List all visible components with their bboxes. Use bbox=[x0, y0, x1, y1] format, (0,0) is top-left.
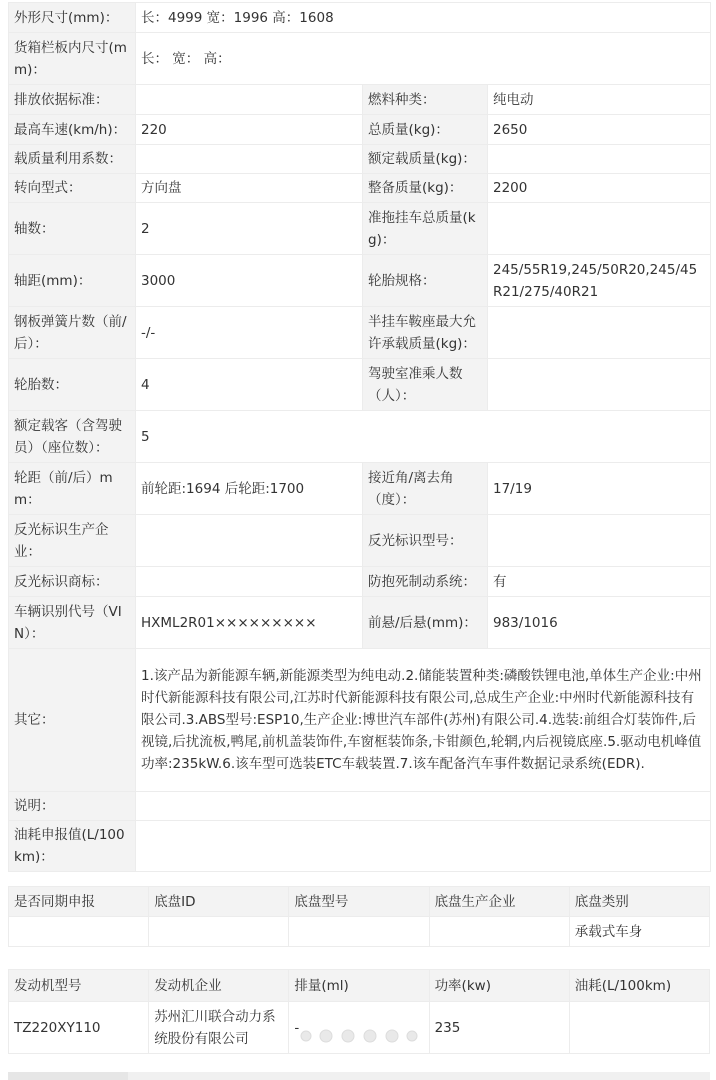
leaf-spring-label: 钢板弹簧片数（前/后）： bbox=[9, 307, 136, 359]
tire-count-label: 轮胎数： bbox=[9, 359, 136, 411]
watermark-logo bbox=[292, 1012, 442, 1062]
chassis-header-maker: 底盘生产企业 bbox=[429, 887, 569, 917]
cab-seats-value bbox=[488, 359, 711, 411]
reflector-brand-value bbox=[136, 567, 363, 597]
fuel-type-value: 纯电动 bbox=[488, 85, 711, 115]
engine-header-displacement: 排量(ml) bbox=[289, 970, 429, 1002]
vin-label: 车辆识别代号（VIN）： bbox=[9, 597, 136, 649]
spec-table bbox=[8, 2, 711, 872]
engine-cell-power: 235 bbox=[429, 1002, 569, 1054]
abs-value: 有 bbox=[488, 567, 711, 597]
engine-cell-fuel bbox=[569, 1002, 709, 1054]
gross-mass-label: 总质量(kg)： bbox=[363, 115, 488, 145]
gross-mass-value: 2650 bbox=[488, 115, 711, 145]
tire-spec-value: 245/55R19,245/50R20,245/45R21/275/40R21 bbox=[488, 255, 711, 307]
emission-label: 排放依据标准： bbox=[9, 85, 136, 115]
abs-label: 防抱死制动系统： bbox=[363, 567, 488, 597]
rated-load-value bbox=[488, 145, 711, 174]
cab-seats-label: 驾驶室准乘人数（人）： bbox=[363, 359, 488, 411]
other-value: 1.该产品为新能源车辆,新能源类型为纯电动.2.储能装置种类:磷酸铁锂电池,单体生产企业:中州时代新能源科技有限公司,江苏时代新能源科技有限公司,总成生产企业:中州时代新能源科技有限公司.3.ABS型号:ESP10,生产企业:博世汽车部件(苏州)有限公司.4.选装:前组合灯装饰件,后视镜,后扰流板,鸭尾,前机盖装饰件,车窗框装饰条,卡钳颜色,轮辋,内后视镜底座.5.驱动电机峰值功率:235kW.6.该车型可选装ETC车载装置.7.该车配备汽车事件数据记录系统(EDR). bbox=[136, 649, 711, 792]
passengers-value: 5 bbox=[136, 411, 711, 463]
cargo-dim-value: 长： 宽： 高： bbox=[136, 33, 711, 85]
reflector-model-value bbox=[488, 515, 711, 567]
passengers-label: 额定载客（含驾驶员）（座位数）： bbox=[9, 411, 136, 463]
approach-angle-label: 接近角/离去角（度）： bbox=[363, 463, 488, 515]
leaf-spring-value: -/- bbox=[136, 307, 363, 359]
chassis-cell-maker bbox=[429, 917, 569, 947]
engine-header-maker: 发动机企业 bbox=[149, 970, 289, 1002]
engine-header-model: 发动机型号 bbox=[9, 970, 149, 1002]
max-speed-label: 最高车速(km/h)： bbox=[9, 115, 136, 145]
engine-cell-maker: 苏州汇川联合动力系统股份有限公司 bbox=[149, 1002, 289, 1054]
chassis-cell-type: 承载式车身 bbox=[569, 917, 709, 947]
overhang-value: 983/1016 bbox=[488, 597, 711, 649]
engine-header-power: 功率(kw) bbox=[429, 970, 569, 1002]
other-label: 其它： bbox=[9, 649, 136, 792]
chassis-table bbox=[8, 886, 710, 947]
tire-count-value: 4 bbox=[136, 359, 363, 411]
cargo-dim-label: 货箱栏板内尺寸(mm)： bbox=[9, 33, 136, 85]
saddle-load-label: 半挂车鞍座最大允许承载质量(kg)： bbox=[363, 307, 488, 359]
chassis-cell-concurrent bbox=[9, 917, 149, 947]
chassis-header-model: 底盘型号 bbox=[289, 887, 429, 917]
load-coef-label: 载质量利用系数： bbox=[9, 145, 136, 174]
chassis-header-concurrent: 是否同期申报 bbox=[9, 887, 149, 917]
wheelbase-value: 3000 bbox=[136, 255, 363, 307]
reflector-model-label: 反光标识型号： bbox=[363, 515, 488, 567]
fuel-type-label: 燃料种类： bbox=[363, 85, 488, 115]
rated-load-label: 额定载质量(kg)： bbox=[363, 145, 488, 174]
chassis-header-id: 底盘ID bbox=[149, 887, 289, 917]
curb-mass-label: 整备质量(kg)： bbox=[363, 174, 488, 203]
max-speed-value: 220 bbox=[136, 115, 363, 145]
chassis-cell-id bbox=[149, 917, 289, 947]
fuel-consumption-label: 油耗申报值(L/100km)： bbox=[9, 821, 136, 872]
reflector-maker-value bbox=[136, 515, 363, 567]
note-value bbox=[136, 792, 711, 821]
trailer-mass-value bbox=[488, 203, 711, 255]
wheelbase-label: 轴距(mm)： bbox=[9, 255, 136, 307]
axles-value: 2 bbox=[136, 203, 363, 255]
trailer-mass-label: 准拖挂车总质量(kg)： bbox=[363, 203, 488, 255]
track-width-label: 轮距（前/后）mm： bbox=[9, 463, 136, 515]
steering-value: 方向盘 bbox=[136, 174, 363, 203]
curb-mass-value: 2200 bbox=[488, 174, 711, 203]
steering-label: 转向型式： bbox=[9, 174, 136, 203]
outer-dim-value: 长：4999 宽：1996 高：1608 bbox=[136, 3, 711, 33]
bottom-bar-block bbox=[8, 1072, 128, 1080]
saddle-load-value bbox=[488, 307, 711, 359]
reflector-maker-label: 反光标识生产企业： bbox=[9, 515, 136, 567]
engine-cell-displacement: - bbox=[289, 1002, 429, 1054]
reflector-brand-label: 反光标识商标： bbox=[9, 567, 136, 597]
chassis-header-type: 底盘类别 bbox=[569, 887, 709, 917]
chassis-cell-model bbox=[289, 917, 429, 947]
tire-spec-label: 轮胎规格： bbox=[363, 255, 488, 307]
outer-dim-label: 外形尺寸(mm)： bbox=[9, 3, 136, 33]
approach-angle-value: 17/19 bbox=[488, 463, 711, 515]
overhang-label: 前悬/后悬(mm)： bbox=[363, 597, 488, 649]
track-width-value: 前轮距:1694 后轮距:1700 bbox=[136, 463, 363, 515]
vin-value: HXML2R01××××××××× bbox=[136, 597, 363, 649]
fuel-consumption-value bbox=[136, 821, 711, 872]
bottom-bar bbox=[8, 1072, 710, 1080]
emission-value bbox=[136, 85, 363, 115]
axles-label: 轴数： bbox=[9, 203, 136, 255]
load-coef-value bbox=[136, 145, 363, 174]
note-label: 说明： bbox=[9, 792, 136, 821]
engine-header-fuel: 油耗(L/100km) bbox=[569, 970, 709, 1002]
engine-cell-model: TZ220XY110 bbox=[9, 1002, 149, 1054]
